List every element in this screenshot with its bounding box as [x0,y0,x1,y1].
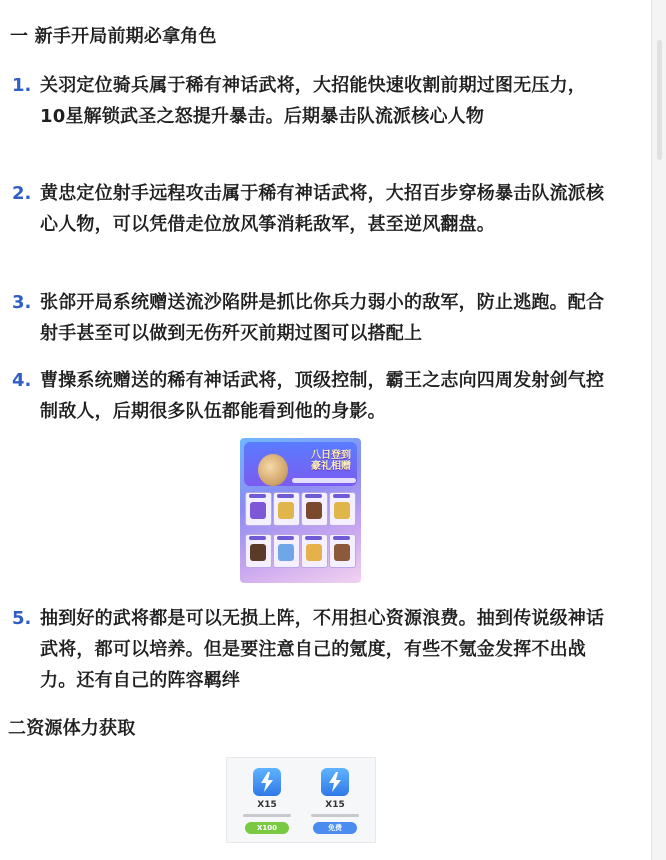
energy-card [237,762,297,838]
item-number: 4. [12,370,32,391]
section-heading-resources: 二资源体力获取 [8,718,136,739]
promo-title: 八日登到 豪礼相赠 [311,450,351,472]
energy-card [305,762,365,838]
reward-row [245,492,356,526]
free-energy-button: 免费 [313,822,357,834]
energy-quantity: X15 [325,800,345,810]
sign-in-reward-image [240,438,361,583]
reward-cell [301,492,328,526]
lightning-icon [253,768,281,796]
item-text: 张郃开局系统赠送流沙陷阱是抓比你兵力弱小的敌军，防止逃跑。配合射手甚至可以做到无伤歼灭前期过图可以搭配上 [40,292,605,344]
energy-rewards-image [226,757,376,843]
promo-banner [244,442,357,486]
lightning-icon [321,768,349,796]
energy-note [243,814,291,817]
promo-subtitle-bar [292,478,356,483]
list-item [10,365,610,427]
reward-row [245,534,356,568]
scrollbar-thumb[interactable] [657,40,662,160]
reward-cell [245,492,272,526]
item-number: 5. [12,608,32,629]
item-number: 2. [12,183,32,204]
item-text: 关羽定位骑兵属于稀有神话武将，大招能快速收割前期过图无压力，10星解锁武圣之怒提升暴击。后期暴击队流派核心人物 [40,75,586,127]
list-item [10,603,610,696]
reward-cell [301,534,328,568]
reward-cell [245,534,272,568]
section-heading-new-player: 一 新手开局前期必拿角色 [10,26,217,47]
energy-note [311,814,359,817]
item-number: 3. [12,292,32,313]
list-item [10,70,610,132]
item-text: 曹操系统赠送的稀有神话武将，顶级控制，霸王之志向四周发射剑气控制敌人，后期很多队伍都能看到他的身影。 [40,370,605,422]
item-text: 抽到好的武将都是可以无损上阵，不用担心资源浪费。抽到传说级神话武将，都可以培养。但是要注意自己的氪度，有些不氪金发挥不出战力。还有自己的阵容羁绊 [40,608,605,691]
scrollbar-track[interactable] [651,0,666,860]
buy-energy-button: X100 [245,822,289,834]
list-item [10,287,610,349]
reward-cell [273,534,300,568]
item-text: 黄忠定位射手远程攻击属于稀有神话武将，大招百步穿杨暴击队流派核心人物，可以凭借走位放风筝消耗敌军，甚至逆风翻盘。 [40,183,605,235]
list-item [10,178,610,240]
reward-cell [273,492,300,526]
mascot-image [258,454,288,486]
energy-quantity: X15 [257,800,277,810]
reward-cell [329,492,356,526]
reward-cell [329,534,356,568]
item-number: 1. [12,75,32,96]
